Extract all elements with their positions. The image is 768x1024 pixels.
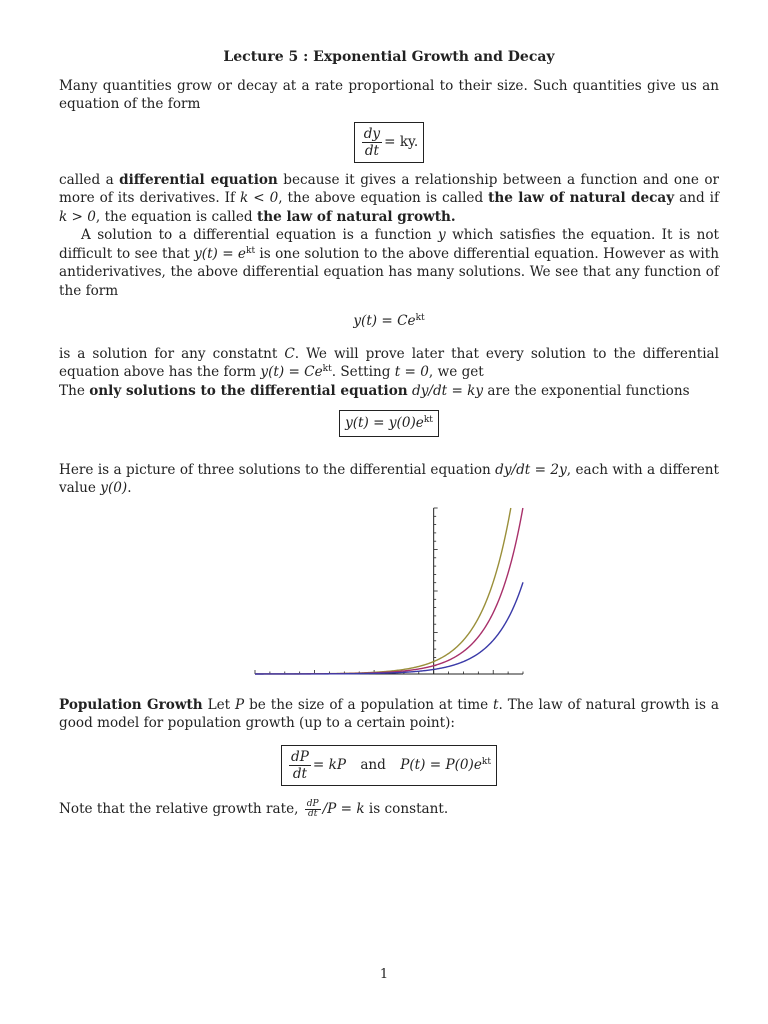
boxed-equation-3	[281, 745, 497, 786]
equation-and: and	[360, 756, 386, 773]
text: , the above equation is called	[278, 190, 489, 206]
equation-lhs: y(t) = Ce	[353, 313, 416, 329]
equation-rhs: = ky.	[384, 133, 419, 150]
equation-lhs: y(t) = y(0)e	[345, 415, 424, 431]
math-superscript: kt	[481, 756, 491, 767]
math-inline: C	[284, 345, 295, 362]
text: A solution to a differential equation is a function	[81, 227, 439, 243]
math-superscript: kt	[415, 313, 425, 323]
math-superscript: kt	[423, 415, 433, 425]
text: called a	[59, 171, 120, 188]
text: Here is a picture of three solutions to the differential equation	[59, 461, 496, 478]
bold-term: differential equation	[119, 171, 278, 188]
text: are the exponential functions	[483, 382, 690, 399]
text: . Setting	[331, 364, 395, 380]
exponential-chart	[59, 504, 719, 688]
solution-paragraph	[59, 226, 719, 300]
section-heading: Population Growth	[59, 696, 203, 713]
fraction-dy-dt	[362, 126, 382, 159]
math-inline: y(0)	[100, 480, 128, 496]
equation-rhs-2: P(t) = P(0)e	[400, 756, 482, 773]
equation-general-solution	[59, 312, 719, 331]
math-superscript: kt	[322, 364, 332, 374]
equation-exponential-solution	[59, 410, 719, 437]
text: Let	[202, 696, 236, 713]
text: be the size of a population at time	[244, 696, 494, 713]
constant-paragraph	[59, 345, 719, 382]
math-inline: /P = k	[322, 800, 365, 817]
boxed-equation-2	[339, 410, 439, 437]
text: , each with a different value	[59, 461, 719, 496]
fraction-dP-dt-small	[305, 800, 321, 819]
page-number: 1	[379, 967, 389, 982]
frac-denominator: dt	[307, 808, 318, 819]
text: . We will prove later that every solution to the differential equation above has the form	[59, 345, 719, 380]
text: is constant.	[364, 800, 449, 817]
text: which satisfies the equation. It is not difficult to see that	[59, 227, 719, 262]
frac-numerator: dP	[306, 798, 319, 809]
picture-intro-paragraph	[59, 461, 719, 498]
frac-numerator: dP	[291, 748, 309, 765]
math-inline: k < 0	[240, 190, 279, 206]
differential-equation-paragraph	[59, 171, 719, 227]
math-inline: y(t) = e	[194, 245, 246, 262]
bold-term: only solutions to the differential equation	[89, 382, 408, 399]
text: , the equation is called	[95, 208, 257, 225]
only-solutions-paragraph	[59, 382, 719, 401]
curve-blue	[255, 582, 523, 674]
text: .	[127, 480, 132, 496]
math-inline: y	[438, 227, 446, 243]
bold-term: the law of natural growth.	[256, 208, 456, 225]
text: is a solution for any constatnt	[59, 345, 285, 362]
math-superscript: kt	[245, 245, 256, 256]
page-body	[59, 48, 719, 819]
text: because it gives a relationship between a function and one or more of its derivatives. If	[59, 171, 720, 206]
math-inline: y(t) = Ce	[260, 364, 323, 380]
math-inline: P	[235, 696, 245, 713]
text: . The law of natural growth is a good model for population growth (up to a certain point):	[59, 696, 719, 731]
frac-denominator: dt	[364, 142, 379, 159]
relative-growth-paragraph	[59, 800, 719, 819]
equation-rhs: = kP	[312, 756, 346, 773]
population-growth-paragraph	[59, 696, 719, 733]
math-inline: dy/dt = 2y	[495, 461, 567, 478]
text: and if	[674, 190, 719, 206]
text: The	[59, 382, 90, 399]
math-inline: t = 0	[394, 364, 429, 380]
text: Note that the relative growth rate,	[59, 800, 303, 817]
curve-magenta	[255, 508, 523, 674]
lecture-title: Lecture 5 : Exponential Growth and Decay	[223, 49, 555, 65]
text: , we get	[428, 364, 484, 380]
equation-population	[59, 745, 719, 786]
bold-term: the law of natural decay	[488, 190, 675, 206]
frac-numerator: dy	[363, 125, 381, 142]
math-inline: dy/dt = ky	[407, 382, 484, 399]
text: is one solution to the above differential equation. However as with antiderivatives, the above differential equation has many solutions. We see that any function of the form	[59, 245, 719, 299]
fraction-dP-dt	[289, 749, 311, 782]
boxed-equation-1	[354, 122, 425, 163]
intro-text: Many quantities grow or decay at a rate proportional to their size. Such quantities give us an equation of the form	[59, 77, 719, 112]
frac-denominator: dt	[292, 765, 308, 782]
math-inline: t	[493, 696, 499, 713]
math-inline: k > 0	[59, 208, 96, 225]
curve-olive	[255, 508, 511, 674]
intro-paragraph	[59, 77, 719, 114]
exponential-chart-container	[59, 504, 719, 688]
equation-dy-dt	[59, 122, 719, 163]
